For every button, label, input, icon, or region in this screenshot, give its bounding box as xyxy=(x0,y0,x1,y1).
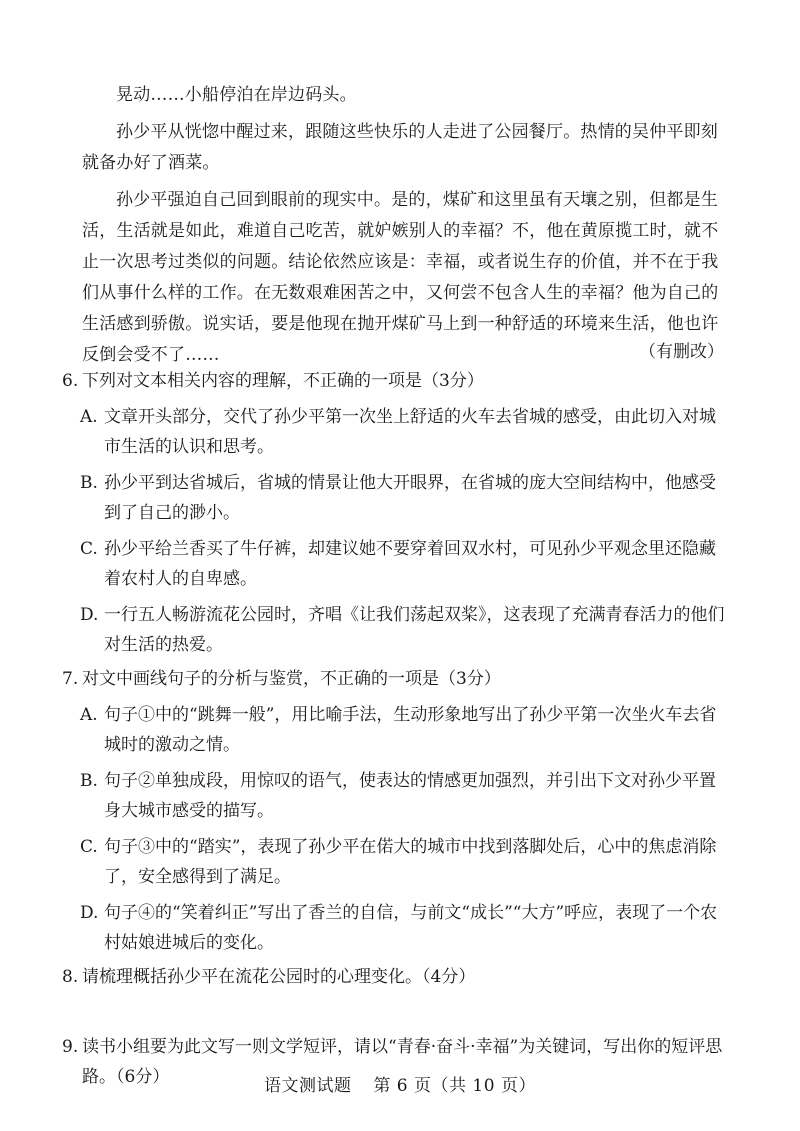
option-label: D. xyxy=(80,605,99,625)
page-footer xyxy=(0,1071,800,1096)
option-text: 句子①中的“跳舞一般”，用比喻手法，生动形象地写出了孙少平第一次坐火车去省城时的激动之情。 xyxy=(104,705,717,755)
option-label: A. xyxy=(80,705,98,725)
option-text: 句子④的“笑着纠正”写出了香兰的自信，与前文“成长”“大方”呼应，表现了一个农村姑娘进城后的变化。 xyxy=(104,903,718,953)
question-number: 6. xyxy=(62,371,79,391)
option-a xyxy=(80,402,726,462)
option-d xyxy=(80,600,726,660)
passage-paragraph-3: 孙少平强迫自己回到眼前的现实中。是的，煤矿和这里虽有天壤之别，但都是生活，生活就是如此，难道自己吃苦，就妒嫉别人的幸福？不，他在黄原揽工时，就不止一次思考过类似的问题。结论依然应该是：幸福，或者说生存的价值，并不在于我们从事什么样的工作。在无数艰难困苦之中，又何尝不包含人生的幸福？他为自己的生活感到骄傲。说实话，要是他现在抛开煤矿马上到一种舒适的环境来生活，他也许反倒会受不了…… xyxy=(82,190,719,365)
option-a xyxy=(80,700,726,760)
option-text: 孙少平给兰香买了牛仔裤，却建议她不要穿着回双水村，可见孙少平观念里还隐藏着农村人的自卑感。 xyxy=(104,539,716,589)
option-c xyxy=(80,534,726,594)
option-text: 孙少平到达省城后，省城的情景让他大开眼界，在省城的庞大空间结构中，他感受到了自己的渺小。 xyxy=(104,473,716,523)
question-6 xyxy=(62,366,726,660)
question-number: 8. xyxy=(62,967,79,987)
answer-space xyxy=(62,996,726,1032)
option-label: D. xyxy=(80,903,99,923)
question-stem: 请梳理概括孙少平在流花公园时的心理变化。（4分） xyxy=(82,967,476,987)
passage-paragraph-2: 孙少平从恍惚中醒过来，跟随这些快乐的人走进了公园餐厅。热情的吴仲平即刻就备办好了酒菜。 xyxy=(82,122,718,173)
option-label: B. xyxy=(80,771,98,791)
question-number: 7. xyxy=(62,669,79,689)
option-text: 一行五人畅游流花公园时，齐唱《让我们荡起双桨》，这表现了充满青春活力的他们对生活的热爱。 xyxy=(104,605,725,655)
question-stem: 对文中画线句子的分析与鉴赏，不正确的一项是（3分） xyxy=(82,669,501,689)
question-8 xyxy=(62,962,726,992)
option-text: 句子③中的“踏实”，表现了孙少平在偌大的城市中找到落脚处后，心中的焦虑消除了，安全感得到了满足。 xyxy=(104,837,717,887)
footer-page-number: 第 6 页（共 10 页） xyxy=(373,1076,536,1096)
option-b xyxy=(80,468,726,528)
option-c xyxy=(80,832,726,892)
option-label: B. xyxy=(80,473,98,493)
option-b xyxy=(80,766,726,826)
option-text: 句子②单独成段，用惊叹的语气，使表达的情感更加强烈，并引出下文对孙少平置身大城市感受的描写。 xyxy=(104,771,716,821)
question-stem: 读书小组要为此文写一则文学短评，请以“青春·奋斗·幸福”为关键词，写出你的短评思路。（6分） xyxy=(82,1037,723,1087)
footer-subject: 语文测试题 xyxy=(264,1076,352,1096)
option-label: C. xyxy=(80,837,98,857)
source-note: （有删改） xyxy=(639,342,724,362)
question-stem: 下列对文本相关内容的理解，不正确的一项是（3分） xyxy=(82,371,484,391)
question-7 xyxy=(62,664,726,958)
reading-passage xyxy=(82,80,724,377)
option-label: C. xyxy=(80,539,98,559)
passage-paragraph-1: 晃动……小船停泊在岸边码头。 xyxy=(116,85,357,105)
option-d xyxy=(80,898,726,958)
option-label: A. xyxy=(80,407,98,427)
option-text: 文章开头部分，交代了孙少平第一次坐上舒适的火车去省城的感受，由此切入对城市生活的认识和思考。 xyxy=(104,407,716,457)
question-list xyxy=(62,366,726,1096)
question-number: 9. xyxy=(62,1037,79,1057)
